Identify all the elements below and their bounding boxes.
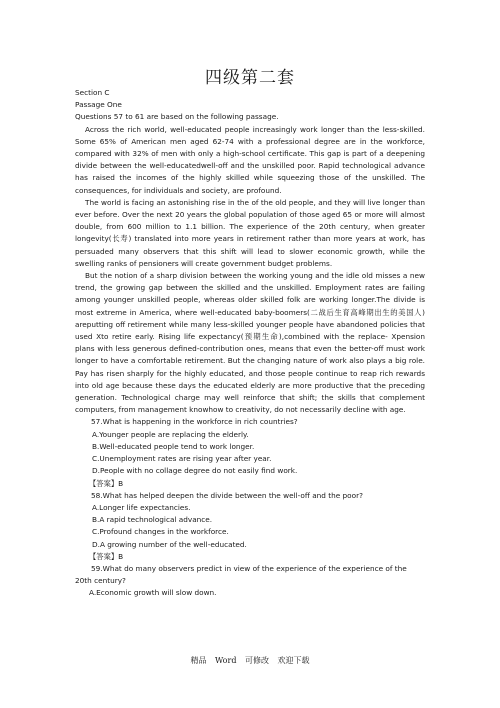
question-58-option-b: B.A rapid technological advance. [92,515,213,525]
question-57-option-c: C.Unemployment rates are rising year after year. [92,454,272,464]
question-59-stem: 59.What do many observers predict in view of the experience of the experience of the 20th century? [75,563,407,586]
question-57-stem: 57.What is happening in the workforce in rich countries? [91,417,298,427]
paragraph-1: Across the rich world, well-educated people increasingly work longer than the less-skilled. Some 65% of American men aged 62-74 with a professional degree are in the workforce, compared with 32% of men with only a high-school certificate. This gap is part of a deepening divide between the well-educatedwell-off and the unskilled poor. Rapid technological advance has raised the incomes of the highly skilled while squeezing those of the unskilled. The consequences, for individuals and society, are profound. [75,124,425,195]
question-59-option-a: A.Economic growth will slow down. [89,588,217,598]
section-label: Section C [75,88,110,97]
question-58-option-d: D.A growing number of the well-educated. [92,539,247,549]
paragraph-3: But the notion of a sharp division between the working young and the idle old misses a new trend, the growing gap between the skilled and the unskilled. Employment rates are failing among younger unskilled people, whereas older skilled folk are working longer.The divide is most extreme in America, where well-educated baby-boomers(二战后生育高峰期出生的美国人) areputting off retirement while many less-skilled younger people have abandoned policies that used Xto retire early. Rising life expectancy(预期生命),combined with the replace- Xpension plans with less generous defined-contribution ones, means that even the better-off must work longer to have a comfortable retirement. But the changing nature of work also plays a big role. Pay has risen sharply for the highly educated, and those people continue to reap rich rewards into old age because these days the educated elderly are more productive that the preceding generation. Technological charge may well reinforce that shift; the skills that complement computers, from management knowhow to creativity, do not necessarily decline with age. [75,271,425,415]
passage-label: Passage One [75,100,122,110]
question-57-answer: 【答案】B [89,478,124,488]
question-57-option-b: B.Well-educated people tend to work longer. [92,441,255,451]
instructions: Questions 57 to 61 are based on the following passage. [75,112,279,122]
question-58-option-a: A.Longer life expectancies. [92,502,191,512]
document-body [75,87,425,600]
question-57-option-a: A.Younger people are replacing the elderly. [92,429,249,439]
paragraph-2: The world is facing an astonishing rise in the of the old people, and they will live longer than ever before. Over the next 20 years the global population of those aged 65 or more will almost double, from 600 million to 1.1 billion. The experience of the 20th century, when greater longevity(长寿) translated into more years in retirement rather than more years at work, has persuaded many observers that this shift will lead to slower economic growth, while the swelling ranks of pensioners will create government budget problems. [75,197,425,268]
page-footer: 精品 Word 可修改 欢迎下载 [190,656,310,665]
question-58-answer: 【答案】B [89,551,124,561]
question-58-stem: 58.What has helped deepen the divide between the well-off and the poor? [91,490,363,500]
question-57-option-d: D.People with no collage degree do not easily find work. [92,466,298,476]
page-title: 四级第二套 [205,68,295,88]
question-58-option-c: C.Profound changes in the workforce. [92,527,229,537]
